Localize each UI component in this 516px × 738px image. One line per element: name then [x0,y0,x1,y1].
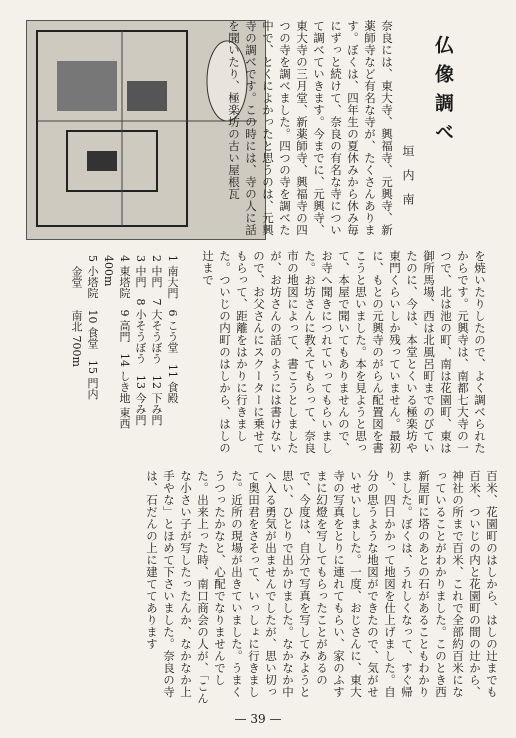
legend-row: 金堂 南北 700m [70,255,83,367]
legend-row: 1 南大門 6 こう堂 11 食殿 [166,255,179,404]
legend-row: 4 東塔院 9 高門 14 しき地 東西 400m [102,255,131,429]
legend-row: 5 小塔院 10 食堂 15 門内 [86,255,99,400]
author-name: 垣内南 [401,145,415,217]
top-body-text: 奈良には、東大寺、興福寺、元興寺、新薬師寺など有名な寺が、たくさんあります。ぼくは、四年生の夏休みから休み毎にずっと続けて、奈良の有名な寺について調べていきます。今までに、元興寺、東大寺の三月堂、新薬師寺、興福寺の四つの寺を調べました。四つの寺を調べた中で、とくによかったと思うのは、元興寺の調べです。この時には、寺の人に話を聞いたり、極楽坊の古い屋根瓦 [227,20,394,236]
article-title: 仏像調べ [432,35,454,151]
legend-row: 3 中門 8 小そうぼう 13 今み門 [134,255,147,426]
middle-body-text: を焼いたりしたので、よく調べられたからです。元興寺は、南都七大寺の一つで、北は池の町、南は花園町、東は御所馬場、西は北風呂町までのびていたのに、今は、本堂とくいる極楽坊や東門くらいしか残っていません。最初に、もとの元興寺のがらん配置図を書こうと思いました。本を見ようと思って、本屋で聞いてもありませんので、お寺へ聞きにつれていってもらいました。お坊さんに教えてもらって、奈良市の地図によって、書こうとしましたが、お坊さんの話のようには書けないので、お父さんにスクーターに乗せてもらって、距離をはかりに行きました。ついじの内町のはしから、はしの辻まで [201,250,487,454]
bottom-body-text: 百米、花園町のはしから、はしの辻までも百米、ついじの内と花園町の間の辻から、神社の所まで百米、これで全部約百米になっていることがわかりました。このとき西新屋町に塔のあとの石があることもわかりました。ぼくは、うれしくなって、すぐ帰り、四日かかって地図を仕上げました。自分の思うような地図ができたので、気がせいせいしました。一度、おじさんに、東大寺の写真をとりに連れてもらい、家のふすまに幻燈を写してもらったことがあるので、今度は、自分で写真を写してみようと思い、ひとりで出かけました。なかなか中へ入る勇気が出ませんでしたが、思い切って奥田君をさそって、いっしょに行きました。近所の現場が出きていました。うまくうつったかなと、心配でなりませんでした。出来上った時、南口商会の人が、「こんな小さい子が写したったんか、なかなか上手やな」とほめて下さいました。奈良の寺は、石だんの上に建ててあります [145,470,499,705]
map-legend [40,255,180,455]
legend-row: 2 中門 7 大そうぼう 12 下み門 [150,255,163,426]
page-number: — 39 — [234,712,282,726]
